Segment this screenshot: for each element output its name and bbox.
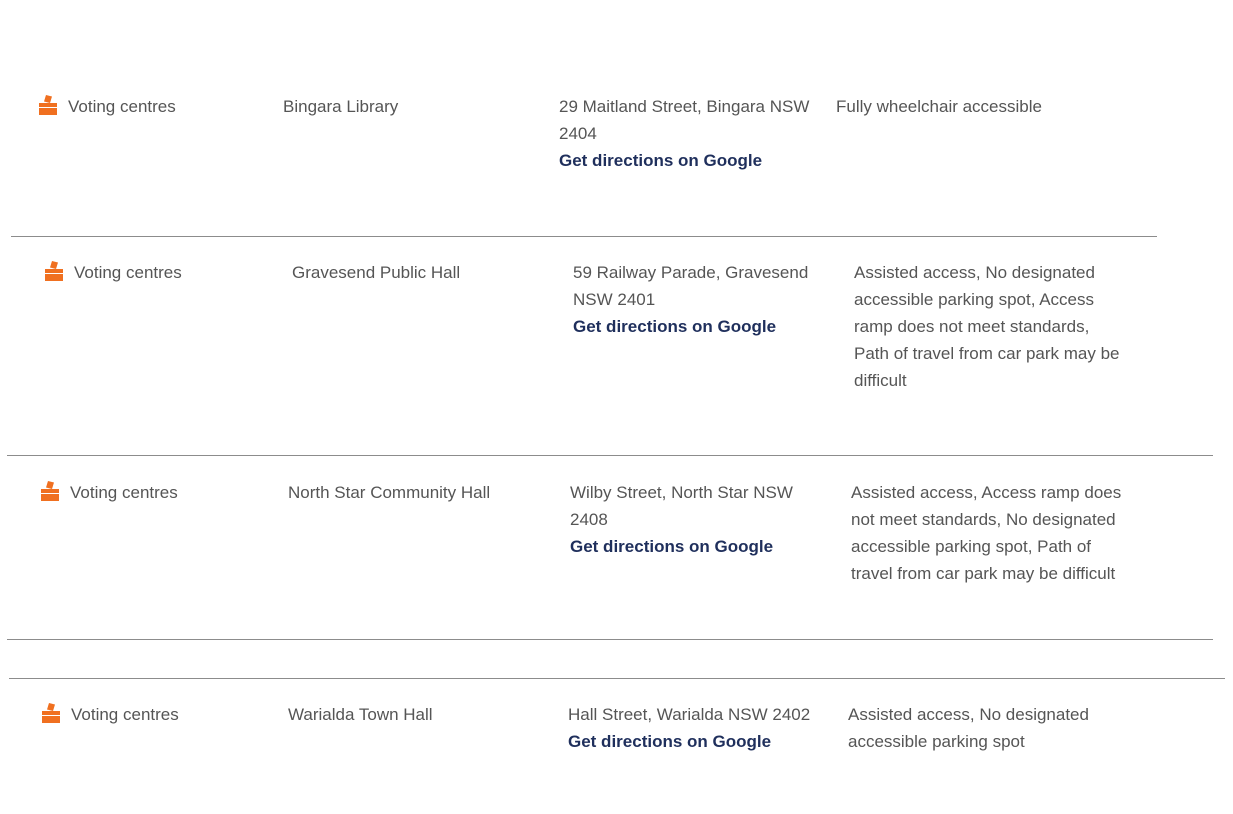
venue-address [573, 259, 828, 340]
type-cell [38, 93, 176, 120]
accessibility-info: Assisted access, No designated accessible parking spot, Access ramp does not meet standards, Path of travel from car park may be difficult [854, 263, 1120, 390]
venue-name: Warialda Town Hall [288, 705, 433, 724]
row-divider [11, 236, 1157, 237]
accessibility-info: Assisted access, No designated accessible parking spot [848, 705, 1089, 751]
venue-address [570, 479, 825, 560]
address-text: 59 Railway Parade, Gravesend NSW 2401 [573, 263, 809, 309]
ballot-box-icon [40, 480, 60, 502]
ballot-box-icon [44, 260, 64, 282]
type-label: Voting centres [70, 483, 178, 502]
get-directions-link[interactable]: Get directions on Google [570, 537, 774, 556]
row-divider [7, 455, 1213, 456]
venue-name: Bingara Library [283, 97, 399, 116]
row-divider [7, 639, 1213, 640]
type-cell [40, 479, 178, 506]
ballot-box-icon [41, 702, 61, 724]
ballot-box-icon [38, 94, 58, 116]
type-cell [44, 259, 182, 286]
venue-address [559, 93, 825, 174]
venue-name: North Star Community Hall [288, 483, 491, 502]
type-label: Voting centres [71, 705, 179, 724]
venue-address [568, 701, 838, 755]
accessibility-info: Fully wheelchair accessible [836, 97, 1042, 116]
venue-name: Gravesend Public Hall [292, 263, 461, 282]
type-label: Voting centres [68, 97, 176, 116]
accessibility-info: Assisted access, Access ramp does not meet standards, No designated accessible parking spot, Path of travel from car park may be difficult [851, 483, 1122, 583]
row-divider [9, 678, 1225, 679]
get-directions-link[interactable]: Get directions on Google [568, 732, 772, 751]
get-directions-link[interactable]: Get directions on Google [559, 151, 763, 170]
get-directions-link[interactable]: Get directions on Google [573, 317, 777, 336]
type-label: Voting centres [74, 263, 182, 282]
address-text: 29 Maitland Street, Bingara NSW 2404 [559, 97, 810, 143]
address-text: Hall Street, Warialda NSW 2402 [568, 705, 811, 724]
address-text: Wilby Street, North Star NSW 2408 [570, 483, 793, 529]
type-cell [41, 701, 179, 728]
